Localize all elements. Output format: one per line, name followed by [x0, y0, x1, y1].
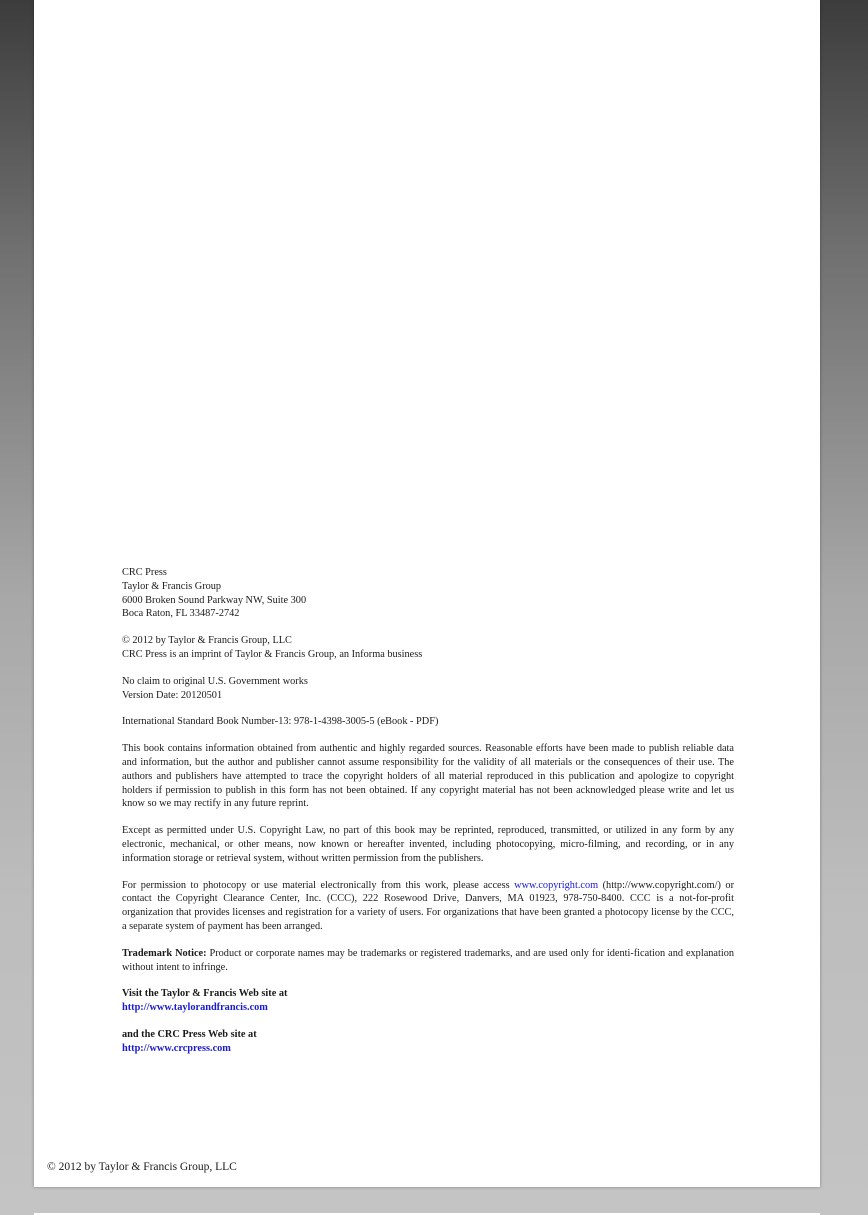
claim-block: [122, 675, 734, 703]
trademark-text: Product or corporate names may be trademarks or registered trademarks, and are used only for identi-fication and explanation without intent to infringe.: [122, 947, 734, 973]
copyright-law-text: Except as permitted under U.S. Copyright Law, no part of this book may be reprinted, reproduced, transmitted, or utilized in any form by any electronic, mechanical, or other means, now known or hereafter invented, including photocopying, micro-filming, and recording, or in any information storage or retrieval system, without written permission from the publishers.: [122, 825, 734, 864]
isbn-line: International Standard Book Number-13: 978-1-4398-3005-5 (eBook - PDF): [122, 716, 439, 728]
disclaimer-text: This book contains information obtained from authentic and highly regarded sources. Reasonable efforts have been made to publish reliable data and information, but the author and publisher cannot assume responsibility for the validity of all materials or the consequences of their use. The authors and publishers have attempted to trace the copyright holders of all material reproduced in this publication and apologize to copyright holders if permission to publish in this form has not been obtained. If any copyright material has not been acknowledged please write and let us know so we may rectify in any future reprint.: [122, 743, 734, 810]
publisher-group: Taylor & Francis Group: [122, 580, 222, 592]
page-footer: © 2012 by Taylor & Francis Group, LLC: [47, 1161, 237, 1173]
disclaimer-block: [122, 742, 734, 811]
permission-text-before: For permission to photocopy or use material electronically from this work, please access: [122, 879, 515, 891]
visit-tf-block: [122, 987, 734, 1015]
publisher-city: Boca Raton, FL 33487-2742: [122, 608, 240, 620]
publisher-address: 6000 Broken Sound Parkway NW, Suite 300: [122, 594, 307, 606]
permission-text: [122, 879, 734, 934]
trademark-label: Trademark Notice:: [122, 947, 207, 959]
permission-text-after: (http://www.copyright.com/) or contact the Copyright Clearance Center, Inc. (CCC), 222 Rosewood Drive, Danvers, MA 01923, 978-750-8400. CCC is a not-for-profit organization that provides licenses and registration for a variety of users. For organizations that have been granted a photocopy license by the CCC, a separate system of payment has been arranged.: [122, 879, 734, 932]
visit-crc-label: and the CRC Press Web site at: [122, 1028, 257, 1040]
trademark-notice: [122, 947, 734, 975]
publisher-name: CRC Press: [122, 567, 167, 578]
imprint-line: CRC Press is an imprint of Taylor & Francis Group, an Informa business: [122, 648, 423, 660]
isbn-block: [122, 715, 734, 729]
version-date: Version Date: 20120501: [122, 689, 223, 701]
taylorandfrancis-link[interactable]: http://www.taylorandfrancis.com: [122, 1002, 268, 1014]
copyright-law-block: [122, 824, 734, 865]
crcpress-link[interactable]: http://www.crcpress.com: [122, 1042, 231, 1054]
permission-block: [122, 879, 734, 934]
government-claim: No claim to original U.S. Government works: [122, 675, 308, 687]
visit-tf-label: Visit the Taylor & Francis Web site at: [122, 988, 288, 1000]
visit-crc-block: [122, 1028, 734, 1056]
copyright-block: [122, 634, 734, 662]
copyright-website-link[interactable]: www.copyright.com: [514, 879, 599, 891]
document-page: [34, 0, 820, 1187]
copyright-line: © 2012 by Taylor & Francis Group, LLC: [122, 635, 292, 647]
copyright-page-content: [122, 566, 734, 1069]
publisher-address-block: [122, 566, 734, 621]
trademark-block: [122, 947, 734, 975]
